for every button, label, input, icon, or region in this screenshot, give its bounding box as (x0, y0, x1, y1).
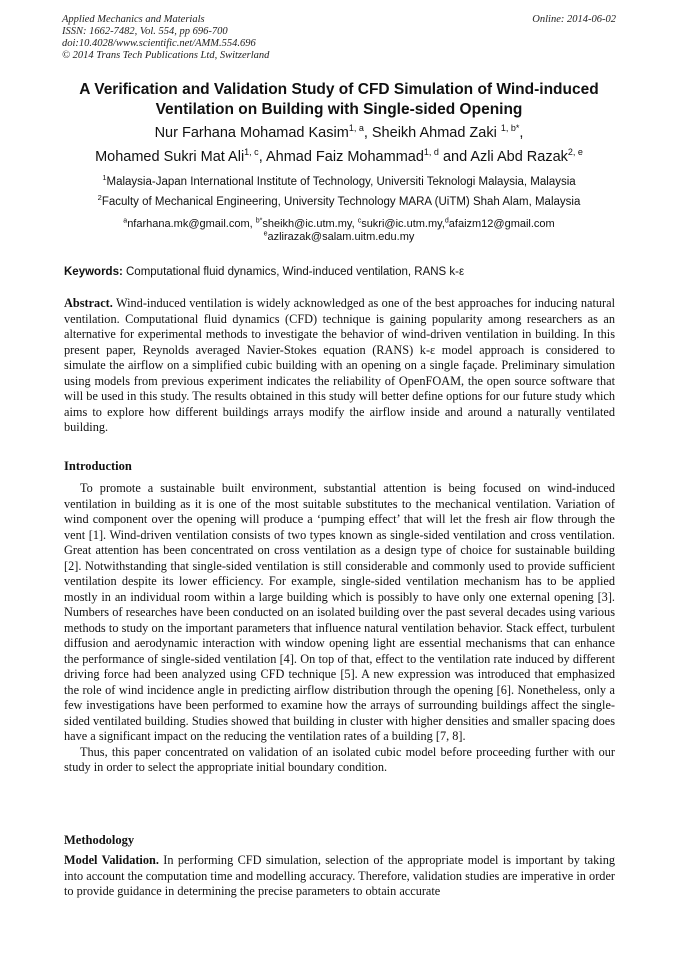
author-separator: and (438, 149, 471, 165)
intro-paragraph-2: Thus, this paper concentrated on validation of an isolated cubic model before proceeding further with our study in order to select the appropriate initial boundary condition. (64, 744, 615, 774)
author-name: Mohamed Sukri Mat Ali (95, 149, 245, 165)
methodology-text: In performing CFD simulation, selection of the appropriate model is important by taking into account the computation time and modelling accuracy. Therefore, validation studies are imperative in order to provide guidance in determining the precise parameters to obtain accurate (64, 853, 615, 898)
author-line-1 (30, 121, 648, 145)
abstract-label: Abstract. (64, 296, 113, 310)
copyright-line: © 2014 Trans Tech Publications Ltd, Switzerland (62, 50, 270, 61)
author-name: Ahmad Faiz Mohammad (265, 149, 424, 165)
author-affil-sup: 1, d (423, 147, 439, 158)
author-affil-sup: 1, b* (500, 123, 520, 134)
author-separator: , (363, 125, 372, 141)
author-list (30, 121, 648, 169)
email-address[interactable]: afaizm12@gmail.com (448, 218, 555, 230)
email-address[interactable]: sukri@ic.utm.my, (361, 218, 445, 230)
email-sup: c (357, 217, 362, 225)
author-separator: , (519, 125, 524, 141)
affiliation-1 (40, 175, 638, 189)
email-line-1 (40, 218, 638, 231)
author-separator: , (258, 149, 266, 165)
issn-line: ISSN: 1662-7482, Vol. 554, pp 696-700 (62, 26, 228, 37)
paper-title (40, 80, 638, 120)
email-address[interactable]: sheikh@ic.utm.my, (262, 218, 358, 230)
journal-name: Applied Mechanics and Materials (62, 14, 205, 25)
author-name: Nur Farhana Mohamad Kasim (154, 125, 349, 141)
author-affil-sup: 1, a (348, 123, 364, 134)
doi-line: doi:10.4028/www.scientific.net/AMM.554.696 (62, 38, 256, 49)
journal-header (62, 14, 618, 62)
email-sup: a (123, 217, 128, 225)
affiliation-sup: 2 (97, 193, 102, 203)
keywords-text: Computational fluid dynamics, Wind-induced ventilation, RANS k-ε (122, 266, 465, 278)
author-line-2 (30, 145, 648, 169)
affiliation-2 (40, 195, 638, 209)
title-line-2: Ventilation on Building with Single-sided Opening (155, 101, 523, 118)
author-affil-sup: 1, c (244, 147, 259, 158)
introduction-heading: Introduction (64, 459, 132, 473)
title-line-1: A Verification and Validation Study of CFD Simulation of Wind-induced (79, 81, 599, 98)
online-date: Online: 2014-06-02 (532, 14, 616, 25)
methodology-body (64, 853, 615, 900)
email-sup: b* (255, 217, 263, 225)
email-sup: d (444, 217, 449, 225)
email-address[interactable]: nfarhana.mk@gmail.com, (127, 218, 256, 230)
author-name: Sheikh Ahmad Zaki (371, 125, 501, 141)
affiliation-text: Faculty of Mechanical Engineering, University Technology MARA (UiTM) Shah Alam, Malaysia (101, 196, 581, 208)
abstract-text: Wind-induced ventilation is widely acknowledged as one of the best approaches for inducing natural ventilation. Computational fluid dynamics (CFD) technique is gaining popularity among researchers as an alternative for experimental methods to investigate the behavior of wind-driven ventilation in building. In this present paper, Reynolds averaged Navier-Stokes equation (RANS) k-ε model approach is considered to simulate the airflow on a simplified cubic building with an opening on a single façade. Preliminary simulation using models from previous experiment indicates the reliability of OpenFOAM, the open source software that will be used in this study. The results obtained in this study will better define options for our future study which aims to explore how different buildings arrays modify the airflow inside and around a naturally ventilated building. (64, 296, 615, 434)
affiliation-text: Malaysia-Japan International Institute of Technology, Universiti Teknologi Malaysia, Malaysia (106, 176, 576, 188)
author-name: Azli Abd Razak (470, 149, 568, 165)
email-sup: e (263, 230, 268, 238)
intro-paragraph-1: To promote a sustainable built environment, substantial attention is being focused on wind-induced ventilation in building as it is one of the most suitable substitutes to the mechanical ventilation. Variation of wind component over the opening will produce a ‘pumping effect’ that will let the fresh air flow through the vent [1]. Wind-driven ventilation consists of two types known as single-sided ventilation and cross ventilation. Great attention has been concentrated on cross ventilation as a design type of choice for sustainable building [2]. Notwithstanding that single-sided ventilation is still considerable and commonly used to provide sufficient ventilation despite its lower efficiency. For example, single-sided ventilation mechanism has to be applied mostly in an individual room within a large building which is possibly to have only one external opening [3]. Numbers of researches have been conducted on an isolated building over the past several decades using various methods to study on the important parameters that influence natural ventilation behavior. Stack effect, turbulent diffusion and aerodynamic interaction with window opening light are essential mechanisms that can enhance the performance of single-sided ventilation [4]. On top of that, effect to the ventilation rate induced by different driving force had been analyzed using CFD technique [5]. A new expression was introduced that emphasized the role of wind incidence angle in predicting airflow distribution through the opening [6]. Nonetheless, only a few investigations have been performed to examine how the arrays of surrounding buildings affect the single-sided ventilated building. Studies showed that building in cluster with higher densities and smaller spacing does have a significant impact on the reducing the ventilation rates of a building [7, 8]. (64, 481, 615, 743)
abstract (64, 296, 615, 436)
keywords (64, 265, 616, 279)
email-line-2 (40, 231, 638, 244)
introduction-body (64, 481, 615, 776)
author-affil-sup: 2, e (567, 147, 583, 158)
keywords-label: Keywords: (64, 266, 123, 278)
model-validation-label: Model Validation. (64, 853, 159, 867)
affiliation-sup: 1 (102, 173, 107, 183)
email-block (40, 218, 638, 244)
email-address[interactable]: azlirazak@salam.uitm.edu.my (267, 231, 415, 243)
methodology-heading: Methodology (64, 833, 135, 847)
